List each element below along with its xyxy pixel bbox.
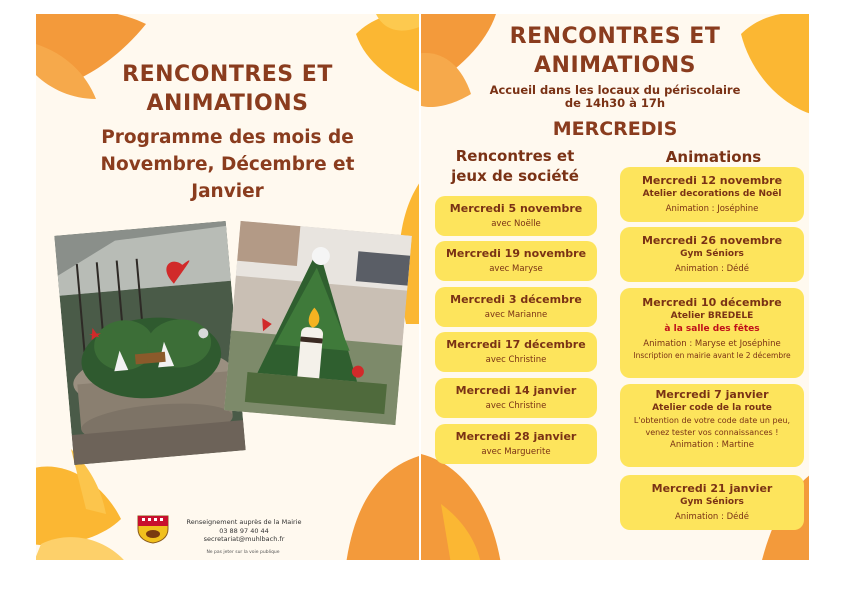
- rencontre-card: [435, 378, 597, 418]
- animation-card: [620, 384, 804, 467]
- animation-desc-line1: L'obtention de votre code date un peu,: [633, 416, 791, 425]
- program-line2: Novembre, Décembre et: [100, 154, 355, 175]
- rencontre-card: [435, 332, 597, 372]
- animation-date: Mercredi 10 décembre: [642, 296, 782, 309]
- day-heading: MERCREDIS: [552, 118, 678, 140]
- animation-card: [620, 288, 804, 378]
- animation-activity: Gym Séniors: [680, 497, 744, 507]
- animation-note: Inscription en mairie avant le 2 décembre: [633, 351, 791, 360]
- right-title-line1: RENCONTRES ET: [509, 24, 721, 49]
- rencontre-date: Mercredi 14 janvier: [455, 384, 577, 397]
- animation-activity: Atelier code de la route: [652, 403, 772, 413]
- accueil-line1: Accueil dans les locaux du périscolaire: [489, 83, 741, 97]
- program-line3: Janvier: [191, 181, 264, 202]
- animation-date: Mercredi 26 novembre: [641, 234, 783, 247]
- animation-card: [620, 167, 804, 222]
- litter-notice: Ne pas jeter sur la voie publique: [206, 550, 280, 555]
- animation-lead: Animation : Joséphine: [665, 204, 759, 214]
- right-flyer-page: [421, 14, 809, 560]
- right-title-line2: ANIMATIONS: [534, 53, 696, 78]
- leaf-decoration-bottom-right: [306, 454, 419, 560]
- rencontre-card: [435, 424, 597, 464]
- photo-decorated-planter: [54, 221, 245, 465]
- animation-activity: Atelier decorations de Noël: [642, 189, 782, 199]
- animation-place: à la salle des fêtes: [664, 324, 760, 334]
- rencontre-card: [435, 287, 597, 327]
- photo-tree-with-candle: [224, 221, 412, 425]
- animation-card: [620, 227, 804, 282]
- animation-activity: Gym Séniors: [680, 249, 744, 259]
- left-title-line2: ANIMATIONS: [146, 91, 309, 116]
- rencontres-heading-line2: jeux de société: [451, 167, 579, 185]
- program-description: [36, 124, 419, 205]
- accueil-info: [421, 84, 809, 110]
- municipal-coat-of-arms: [136, 514, 170, 544]
- rencontre-date: Mercredi 28 janvier: [455, 430, 577, 443]
- animation-card: [620, 475, 804, 530]
- contact-email: secretariat@muhlbach.fr: [203, 535, 285, 543]
- program-line1: Programme des mois de: [101, 127, 354, 148]
- right-title: [421, 22, 809, 80]
- rencontre-date: Mercredi 3 décembre: [450, 293, 582, 306]
- animation-activity: Atelier BREDELE: [670, 311, 754, 321]
- rencontre-host: avec Noëlle: [491, 219, 541, 229]
- contact-line1: Renseignement auprès de la Mairie: [186, 518, 302, 526]
- rencontre-date: Mercredi 19 novembre: [445, 247, 587, 260]
- rencontre-card: [435, 241, 597, 281]
- accueil-line2: de 14h30 à 17h: [564, 96, 666, 110]
- left-title-line1: RENCONTRES ET: [122, 62, 333, 87]
- rencontre-host: avec Marguerite: [481, 447, 551, 457]
- rencontre-card: [435, 196, 597, 236]
- animation-lead: Animation : Dédé: [674, 512, 749, 522]
- rencontre-host: avec Marianne: [484, 310, 548, 320]
- animation-desc-line2: venez tester vos connaissances !: [645, 428, 779, 437]
- animation-date: Mercredi 7 janvier: [655, 388, 769, 401]
- animations-heading: Animations: [665, 148, 762, 166]
- animation-date: Mercredi 12 novembre: [641, 174, 783, 187]
- contact-phone: 03 88 97 40 44: [219, 526, 269, 535]
- contact-info: [184, 518, 304, 544]
- left-flyer-page: [36, 14, 419, 560]
- rencontres-heading-line1: Rencontres et: [455, 147, 575, 165]
- rencontre-date: Mercredi 17 décembre: [446, 338, 586, 351]
- rencontre-host: avec Christine: [485, 401, 547, 411]
- animation-date: Mercredi 21 janvier: [651, 482, 773, 495]
- animation-lead: Animation : Martine: [670, 440, 754, 450]
- rencontres-heading: [435, 146, 595, 186]
- animation-lead: Animation : Maryse et Joséphine: [643, 339, 781, 349]
- rencontre-date: Mercredi 5 novembre: [449, 202, 583, 215]
- left-title: [36, 60, 419, 118]
- animation-lead: Animation : Dédé: [674, 264, 749, 274]
- rencontre-host: avec Christine: [485, 355, 547, 365]
- rencontre-host: avec Maryse: [489, 264, 543, 274]
